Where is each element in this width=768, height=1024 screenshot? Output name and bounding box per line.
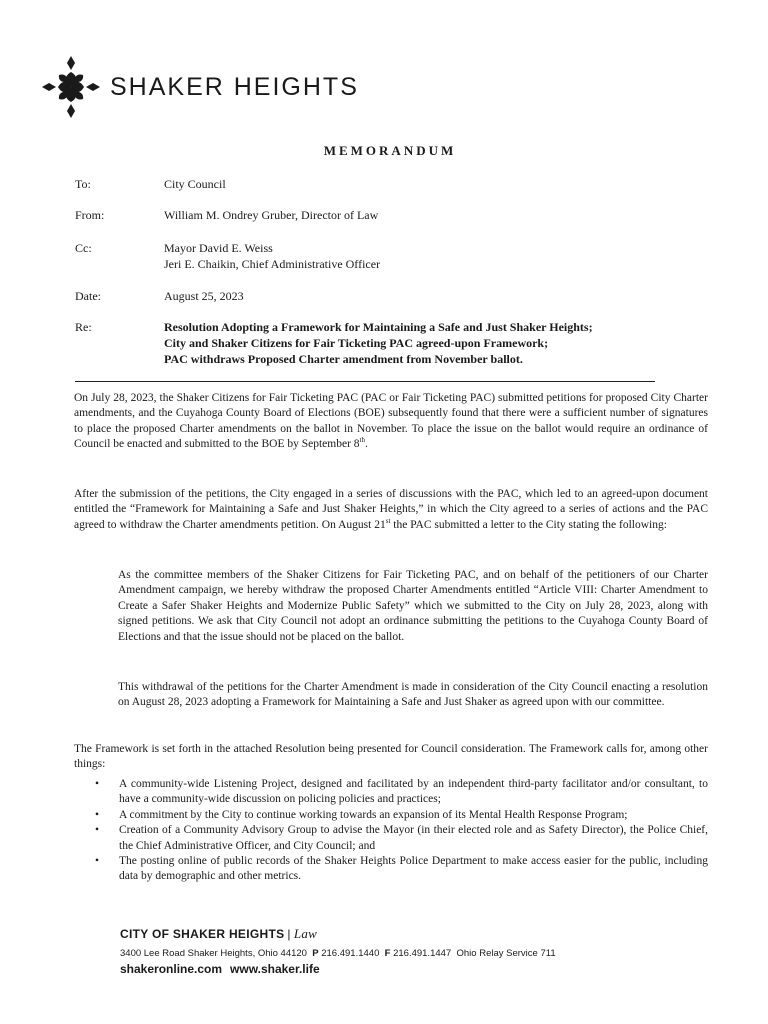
- list-item-text: Creation of a Community Advisory Group to advise the Mayor (in their elected role and as Safety Director), the Police Chief, the Chief Administrative Officer, and City Council; and: [119, 824, 708, 852]
- header-divider: [75, 381, 655, 382]
- re-label: Re:: [75, 320, 92, 334]
- paragraph-1-sup: th: [359, 436, 365, 445]
- list-item: [95, 777, 708, 808]
- footer-phone: 216.491.1440: [321, 948, 380, 959]
- footer-relay: Ohio Relay Service 711: [456, 948, 556, 959]
- quote-paragraph-1: As the committee members of the Shaker Citizens for Fair Ticketing PAC, and on behalf of the petitioners of our Charter Amendment campaign, we hereby withdraw the proposed Charter Amendments entitled “Article VIII: Charter Amendment to Create a Safer Shaker Heights and Modernize Public Safety” which we submitted to the City on July 28, 2023, along with signed petitions. We ask that City Council not adopt an ordinance submitting the petitions to the Cuyahoga County Board of Elections and that the issue should not be placed on the ballot.: [118, 569, 708, 643]
- paragraph-2-text-b: the PAC submitted a letter to the City stating the following:: [390, 518, 667, 531]
- cc-value-2: Jeri E. Chaikin, Chief Administrative Officer: [164, 257, 381, 271]
- paragraph-3: The Framework is set forth in the attached Resolution being presented for Council consideration. The Framework calls for, among other things:: [74, 743, 708, 771]
- cc-value-1: Mayor David E. Weiss: [164, 241, 273, 255]
- paragraph-2: [74, 487, 708, 533]
- bullet-icon: •: [95, 778, 100, 790]
- list-item: [95, 823, 708, 854]
- footer-org-line: [120, 926, 620, 942]
- re-line-1: Resolution Adopting a Framework for Maintaining a Safe and Just Shaker Heights;: [164, 320, 593, 334]
- paragraph-2-sup: st: [385, 516, 391, 525]
- re-line-2: City and Shaker Citizens for Fair Ticketing PAC agreed-upon Framework;: [164, 336, 549, 350]
- footer-website-1[interactable]: shakeronline.com: [120, 962, 223, 976]
- paragraph-1-end: .: [364, 438, 368, 451]
- shaker-tree-logo-icon: [40, 54, 102, 120]
- footer-address: 3400 Lee Road Shaker Heights, Ohio 44120: [120, 948, 307, 959]
- list-item: [95, 808, 708, 823]
- list-item: [95, 854, 708, 885]
- to-value: City Council: [164, 177, 226, 191]
- framework-list: [95, 777, 708, 885]
- date-label: Date:: [75, 289, 101, 303]
- re-line-3: PAC withdraws Proposed Charter amendment from November ballot.: [164, 352, 523, 366]
- footer-org: CITY OF SHAKER HEIGHTS: [120, 927, 285, 941]
- paragraph-2-text-a: After the submission of the petitions, the City engaged in a series of discussions with the PAC, which led to an agreed-upon document entitled the “Framework for Maintaining a Safe and Just Shaker Heights,” in which the City agreed to a series of actions and the PAC agreed to withdraw the Charter amendments petition. On August 21: [74, 488, 708, 531]
- footer-dept: Law: [293, 926, 318, 941]
- paragraph-1-text: On July 28, 2023, the Shaker Citizens for Fair Ticketing PAC (PAC or Fair Ticketing PAC) submitted petitions for proposed City Charter amendments, and the Cuyahoga County Board of Elections (BOE) subsequently found that there were a sufficient number of signatures to place the proposed Charter amendments on the ballot in November. To place the issue on the ballot would require an ordinance of Council be enacted and submitted to the BOE by September 8: [74, 392, 708, 451]
- to-label: To:: [75, 177, 91, 191]
- cc-label: Cc:: [75, 241, 92, 255]
- footer-fax: 216.491.1447: [393, 948, 452, 959]
- paragraph-1: [74, 391, 708, 453]
- from-label: From:: [75, 208, 105, 222]
- letterhead-logo: [40, 52, 359, 122]
- footer-website-2[interactable]: www.shaker.life: [230, 962, 320, 976]
- bullet-icon: •: [95, 824, 100, 837]
- footer-address-line: [120, 948, 620, 959]
- brand-name: SHAKER HEIGHTS: [110, 72, 359, 101]
- letterhead-footer: [120, 926, 620, 976]
- bullet-icon: •: [95, 855, 100, 868]
- from-value: William M. Ondrey Gruber, Director of Law: [164, 208, 379, 222]
- date-value: August 25, 2023: [164, 289, 244, 303]
- footer-separator: |: [287, 927, 291, 941]
- memo-title: MEMORANDUM: [323, 143, 457, 158]
- footer-phone-label: P: [312, 948, 319, 959]
- list-item-text: A community-wide Listening Project, designed and facilitated by an independent third-party facilitator and/or consultant, to have a community-wide discussion on policing policies and practices;: [119, 778, 708, 806]
- quote-paragraph-2: This withdrawal of the petitions for the Charter Amendment is made in consideration of the City Council enacting a resolution on August 28, 2023 adopting a Framework for Maintaining a Safe and Just Shaker as agreed upon with our committee.: [118, 681, 708, 709]
- bullet-icon: •: [95, 808, 100, 821]
- list-item-text: A commitment by the City to continue working towards an expansion of its Mental Health Response Program;: [119, 808, 628, 821]
- list-item-text: The posting online of public records of the Shaker Heights Police Department to make access easier for the public, including data by demographic and other metrics.: [119, 855, 708, 883]
- footer-web-line: [120, 962, 620, 976]
- footer-fax-label: F: [384, 948, 391, 959]
